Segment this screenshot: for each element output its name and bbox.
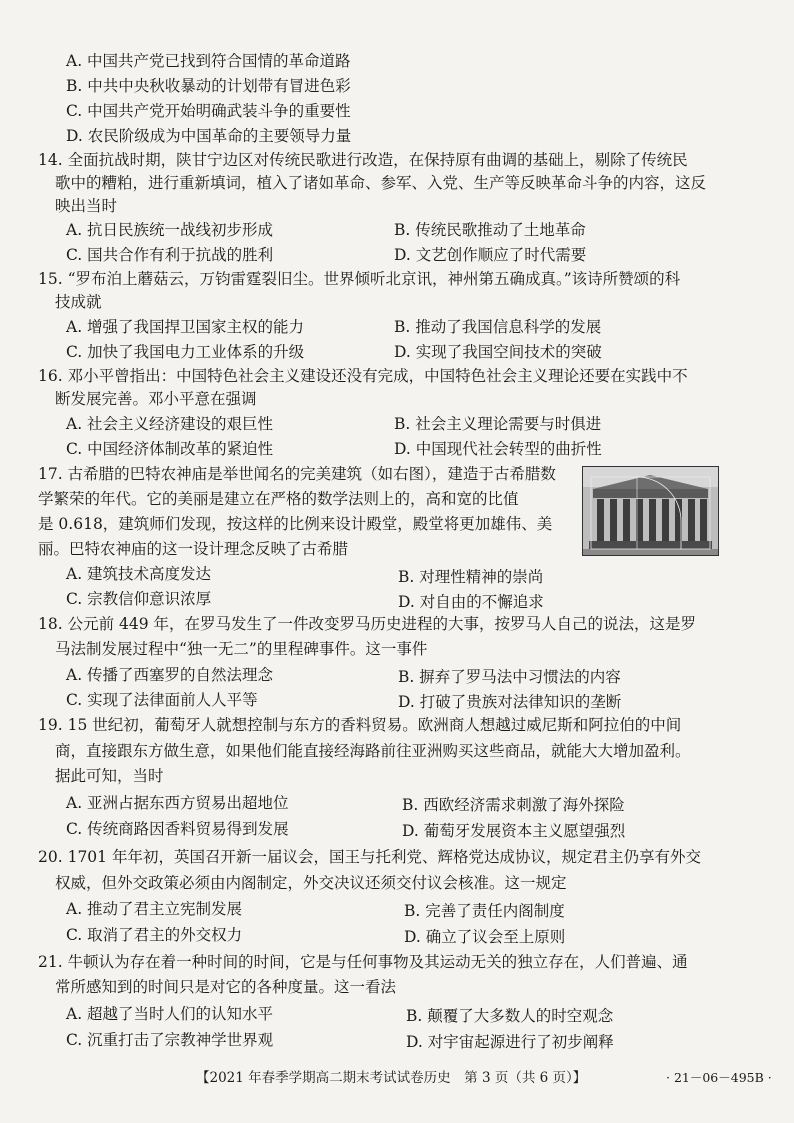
q20-option-a: A. 推动了君主立宪制发展	[66, 900, 243, 918]
q19-stem-line-2: 商，直接跟东方做生意，如果他们能直接经海路前往亚洲购买这些商品，就能大大增加盈利。	[55, 742, 691, 760]
q15-option-d: D. 实现了我国空间技术的突破	[394, 343, 602, 361]
q20-option-c: C. 取消了君主的外交权力	[66, 926, 243, 944]
q21-option-a: A. 超越了当时人们的认知水平	[66, 1005, 274, 1023]
parthenon-photo	[582, 466, 719, 556]
q13-option-d: D. 农民阶级成为中国革命的主要领导力量	[66, 127, 352, 145]
q15-stem-line-2: 技成就	[55, 293, 102, 311]
q13-option-a: A. 中国共产党已找到符合国情的革命道路	[66, 52, 351, 70]
q14-stem-line-1: 14. 全面抗战时期，陕甘宁边区对传统民歌进行改造，在保持原有曲调的基础上，剔除了传统民	[38, 151, 688, 169]
q20-stem-line-2: 权威，但外交政策必须由内阁制定，外交决议还须交付议会核准。这一规定	[55, 874, 567, 892]
q21-stem-line-2: 常所感知到的时间只是对它的各种度量。这一看法	[55, 978, 397, 996]
q19-stem-line-1: 19. 15 世纪初，葡萄牙人就想控制与东方的香料贸易。欧洲商人想越过威尼斯和阿拉伯的中间	[38, 716, 682, 734]
parthenon-illustration	[583, 467, 718, 555]
q19-option-d: D. 葡萄牙发展资本主义愿望强烈	[402, 822, 626, 840]
q20-stem-line-1: 20. 1701 年年初，英国召开新一届议会，国王与托利党、辉格党达成协议，规定君主仍享有外交	[38, 848, 701, 866]
q14-option-d: D. 文艺创作顺应了时代需要	[394, 246, 587, 264]
q21-stem-line-1: 21. 牛顿认为存在着一种时间的时间，它是与任何事物及其运动无关的独立存在，人们普遍、通	[38, 953, 688, 971]
q17-stem-line-2: 学繁荣的年代。它的美丽是建立在严格的数学法则上的，高和宽的比值	[38, 490, 519, 508]
q16-option-c: C. 中国经济体制改革的紧迫性	[66, 440, 274, 458]
q17-option-d: D. 对自由的不懈追求	[398, 593, 544, 611]
q16-option-b: B. 社会主义理论需要与时俱进	[394, 415, 602, 433]
q15-option-c: C. 加快了我国电力工业体系的升级	[66, 343, 305, 361]
q17-stem-line-3: 是 0.618，建筑师们发现，按这样的比例来设计殿堂，殿堂将更加雄伟、美	[38, 515, 553, 533]
q19-option-c: C. 传统商路因香料贸易得到发展	[66, 820, 289, 838]
q19-stem-line-3: 据此可知，当时	[55, 767, 164, 785]
exam-code: · 21－06－495B ·	[666, 1070, 772, 1085]
q18-option-b: B. 摒弃了罗马法中习惯法的内容	[398, 668, 621, 686]
q14-option-c: C. 国共合作有利于抗战的胜利	[66, 246, 274, 264]
q14-option-a: A. 抗日民族统一战线初步形成	[66, 221, 274, 239]
q17-option-a: A. 建筑技术高度发达	[66, 565, 212, 583]
q17-stem-line-1: 17. 古希腊的巴特农神庙是举世闻名的完美建筑（如右图），建造于古希腊数	[38, 465, 556, 483]
q18-stem-line-1: 18. 公元前 449 年，在罗马发生了一件改变罗马历史进程的大事，按罗马人自己的说法，这是罗	[38, 615, 697, 633]
q14-stem-line-2: 歌中的糟粕，进行重新填词，植入了诸如革命、参军、入党、生产等反映革命斗争的内容，这反	[55, 174, 707, 192]
q13-option-b: B. 中共中央秋收暴动的计划带有冒进色彩	[66, 77, 351, 95]
q15-stem-line-1: 15. “罗布泊上蘑菇云，万钧雷霆裂旧尘。世界倾听北京讯，神州第五确成真。”该诗所赞颂的科	[38, 270, 681, 288]
q14-option-b: B. 传统民歌推动了土地革命	[394, 221, 586, 239]
q21-option-d: D. 对宇宙起源进行了初步阐释	[406, 1033, 614, 1051]
q20-option-d: D. 确立了议会至上原则	[404, 928, 566, 946]
q18-option-c: C. 实现了法律面前人人平等	[66, 691, 258, 709]
q18-option-d: D. 打破了贵族对法律知识的垄断	[398, 693, 622, 711]
q19-option-b: B. 西欧经济需求刺激了海外探险	[402, 796, 625, 814]
q18-option-a: A. 传播了西塞罗的自然法理念	[66, 666, 274, 684]
q14-stem-line-3: 映出当时	[55, 197, 118, 215]
q16-stem-line-2: 断发展完善。邓小平意在强调	[55, 390, 257, 408]
q17-stem-line-4: 丽。巴特农神庙的这一设计理念反映了古希腊	[38, 540, 349, 558]
q15-option-b: B. 推动了我国信息科学的发展	[394, 318, 602, 336]
q16-stem-line-1: 16. 邓小平曾指出：中国特色社会主义建设还没有完成，中国特色社会主义理论还要在实践中不	[38, 367, 688, 385]
q21-option-c: C. 沉重打击了宗教神学世界观	[66, 1031, 274, 1049]
q21-option-b: B. 颠覆了大多数人的时空观念	[406, 1007, 614, 1025]
q17-option-c: C. 宗教信仰意识浓厚	[66, 590, 212, 608]
q18-stem-line-2: 马法制发展过程中“独一无二”的里程碑事件。这一事件	[55, 640, 428, 658]
q15-option-a: A. 增强了我国捍卫国家主权的能力	[66, 318, 305, 336]
q16-option-d: D. 中国现代社会转型的曲折性	[394, 440, 602, 458]
q17-option-b: B. 对理性精神的崇尚	[398, 568, 544, 586]
page-footer: 【2021 年春季学期高二期末考试试卷历史 第 3 页（共 6 页）】	[196, 1070, 587, 1086]
q16-option-a: A. 社会主义经济建设的艰巨性	[66, 415, 274, 433]
q20-option-b: B. 完善了责任内阁制度	[404, 902, 565, 920]
q19-option-a: A. 亚洲占据东西方贸易出超地位	[66, 794, 289, 812]
q13-option-c: C. 中国共产党开始明确武装斗争的重要性	[66, 102, 351, 120]
